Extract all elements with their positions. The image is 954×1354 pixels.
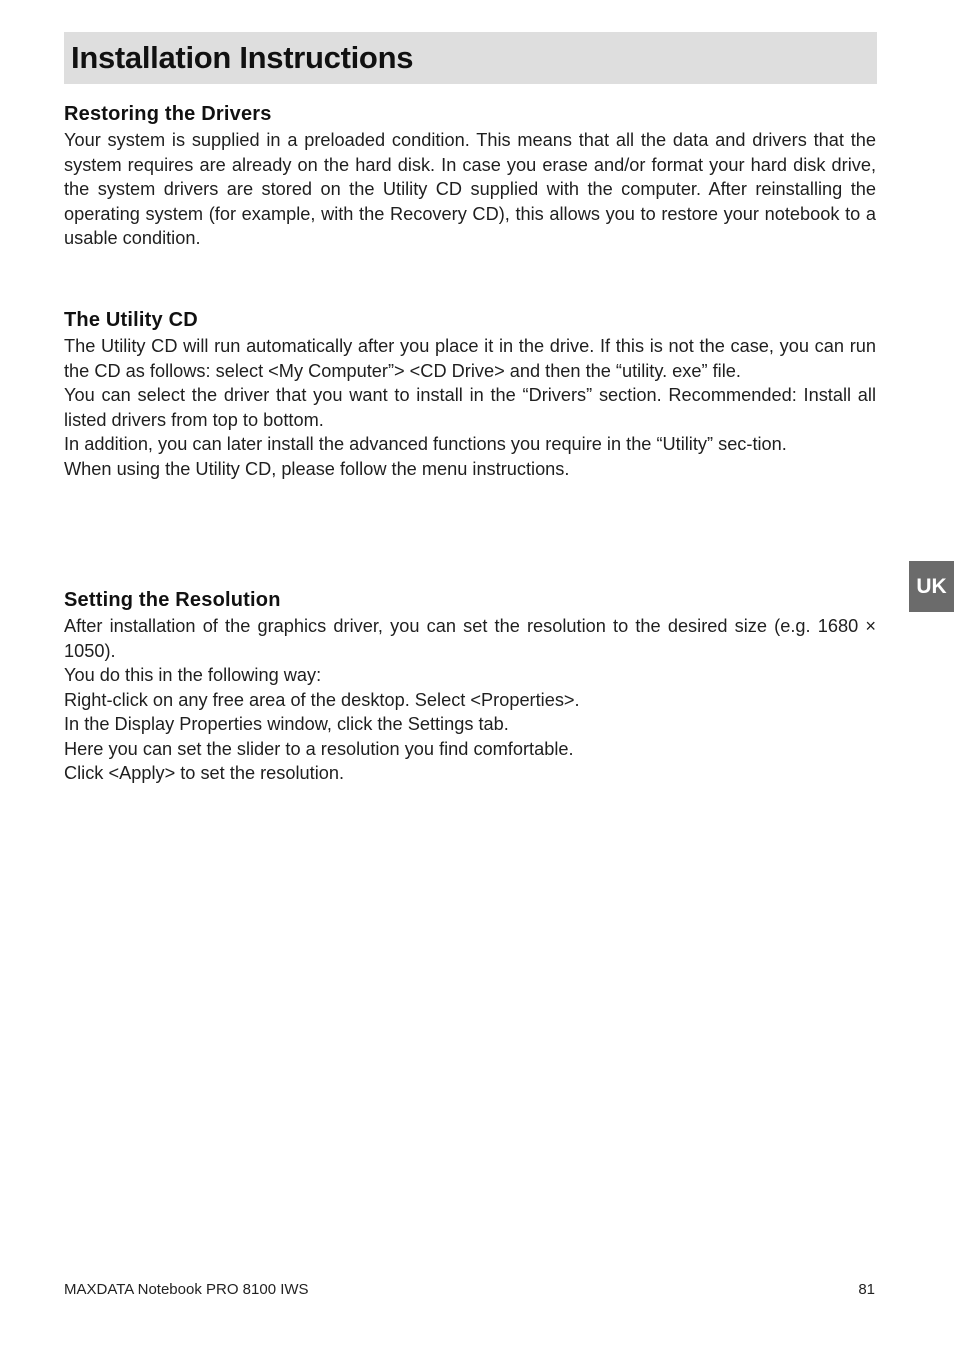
paragraph: Right-click on any free area of the desktop. Select <Properties>. bbox=[64, 689, 580, 710]
section-heading: The Utility CD bbox=[64, 309, 198, 331]
section-restoring-drivers bbox=[64, 100, 876, 251]
page-title: Installation Instructions bbox=[71, 40, 414, 75]
page-title-bar bbox=[64, 32, 877, 84]
paragraph: You can select the driver that you want to install in the “Drivers” section. Recommended: Install all listed drivers from top to bottom. bbox=[64, 385, 876, 430]
section-setting-resolution bbox=[64, 586, 876, 786]
paragraph: Here you can set the slider to a resolution you find comfortable. bbox=[64, 738, 574, 759]
section-utility-cd bbox=[64, 306, 876, 481]
page-number: 81 bbox=[858, 1281, 875, 1298]
paragraph: After installation of the graphics driver, you can set the resolution to the desired size (e.g. 1680 × 1050). bbox=[64, 616, 876, 661]
paragraph: The Utility CD will run automatically after you place it in the drive. If this is not the case, you can run the CD as follows: select <My Computer”> <CD Drive> and then the “utility. exe” file. bbox=[64, 336, 876, 381]
section-heading: Restoring the Drivers bbox=[64, 103, 272, 125]
footer-product: MAXDATA Notebook PRO 8100 IWS bbox=[64, 1281, 309, 1298]
language-tab: UK bbox=[909, 561, 954, 612]
paragraph: Your system is supplied in a preloaded condition. This means that all the data and drivers that the system requires are already on the hard disk. In case you erase and/or format your hard disk drive, the system drivers are stored on the Utility CD supplied with the computer. After reinstalling the operating system (for example, with the Recovery CD), this allows you to restore your notebook to a usable condition. bbox=[64, 130, 876, 248]
paragraph: When using the Utility CD, please follow the menu instructions. bbox=[64, 458, 570, 479]
paragraph: Click <Apply> to set the resolution. bbox=[64, 763, 345, 783]
section-heading: Setting the Resolution bbox=[64, 589, 281, 611]
paragraph: In the Display Properties window, click the Settings tab. bbox=[64, 714, 509, 734]
paragraph: You do this in the following way: bbox=[64, 665, 322, 685]
paragraph: In addition, you can later install the advanced functions you require in the “Utility” sec-tion. bbox=[64, 434, 787, 454]
